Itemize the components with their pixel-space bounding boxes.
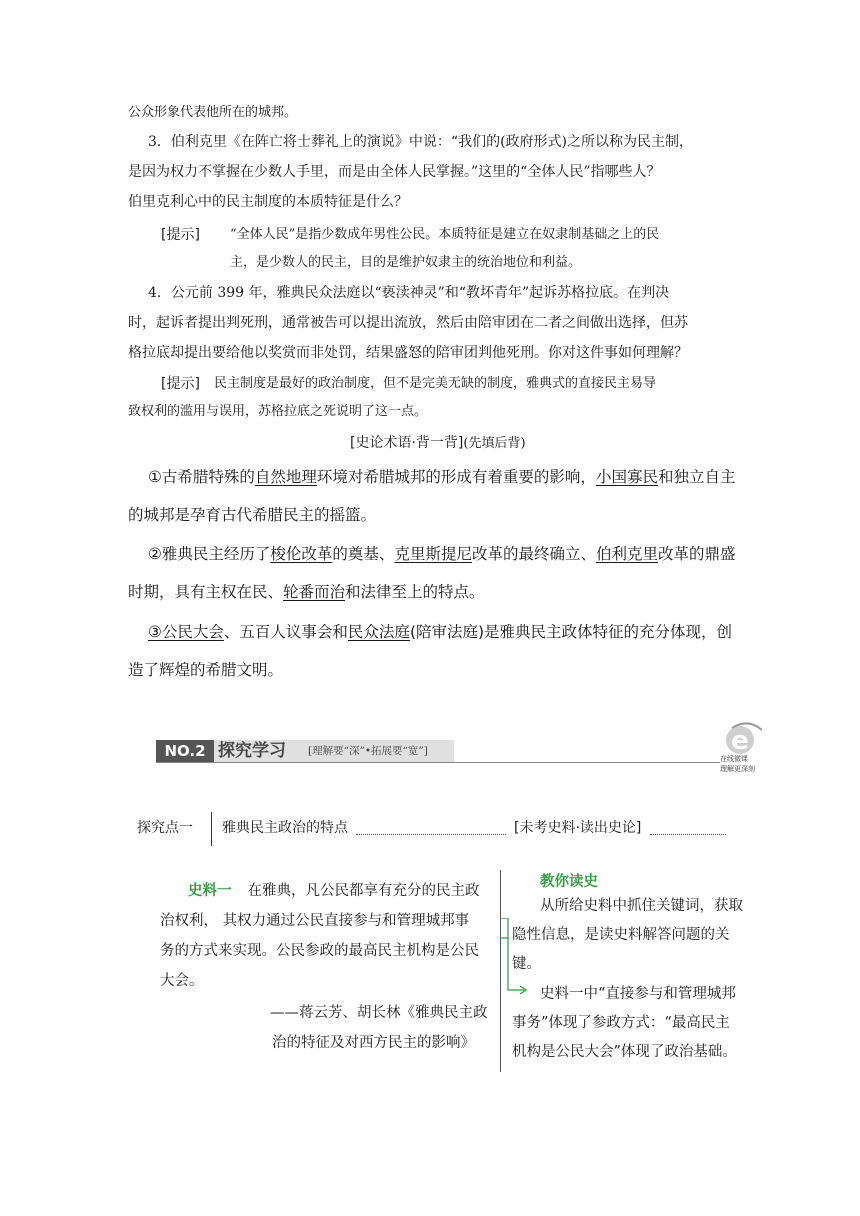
logo-caption-1: 在线微课 bbox=[720, 755, 748, 763]
question-4-hint-line-2: 致权利的滥用与误用，苏格拉底之死说明了这一点。 bbox=[128, 404, 428, 419]
question-3-hint-line-2: 主，是少数人的民主，目的是维护奴隶主的统治地位和利益。 bbox=[230, 255, 582, 270]
recite-text: 和独立自主 bbox=[657, 468, 736, 486]
source-citation-1: ——蒋云芳、胡长林《雅典民主政 bbox=[270, 1005, 488, 1021]
section-badge: NO.2 bbox=[156, 740, 214, 762]
question-3-hint-line-1: “全体人民”是指少数成年男性公民。本质特征是建立在奴隶制基础之上的民 bbox=[230, 227, 660, 242]
guide-p1-line-1: 从所给史料中抓住关键词，获取 bbox=[540, 898, 743, 914]
recite-text: 环境对希腊城邦的形成有着重要的影响， bbox=[316, 468, 596, 486]
explore-label: 探究点一 bbox=[137, 820, 193, 836]
question-3-line-3: 伯里克利心中的民主制度的本质特征是什么？ bbox=[128, 194, 408, 210]
source-1-line-2: 治权利， 其权力通过公民直接参与和管理城邦事 bbox=[160, 913, 470, 929]
recite-keyword: 自然地理 bbox=[254, 468, 317, 486]
explore-divider bbox=[211, 812, 212, 846]
recite-keyword: 民众法庭 bbox=[347, 623, 410, 641]
online-lesson-logo[interactable] bbox=[718, 720, 768, 776]
question-3-hint-tag: [提示] bbox=[161, 227, 200, 243]
recite-keyword: 梭伦改革 bbox=[270, 545, 333, 563]
intro-tail: 公众形象代表他所在的城邦。 bbox=[128, 105, 298, 120]
recite-text: ②雅典民主经历了 bbox=[148, 545, 271, 563]
explore-topic: 雅典民主政治的特点 bbox=[222, 820, 348, 836]
source-text: 在雅典，凡公民都享有充分的民主政 bbox=[247, 883, 480, 899]
recite-keyword: 伯利克里 bbox=[595, 545, 658, 563]
explore-topic-leader bbox=[356, 822, 506, 835]
recite-keyword: ③公民大会 bbox=[148, 623, 224, 641]
recite-text: (陪审法庭)是雅典民主政体特征的充分体现，创 bbox=[409, 623, 733, 641]
recite-text: ①古希腊特殊的 bbox=[148, 468, 255, 486]
recite-text: 、五百人议事会和 bbox=[223, 623, 348, 641]
question-3-line-2: 是因为权力不掌握在少数人手里，而是由全体人民掌握。”这里的“全体人民”指哪些人？ bbox=[128, 164, 661, 180]
recite-item-2-line-2 bbox=[128, 582, 485, 602]
source-citation-2: 治的特征及对西方民主的影响》 bbox=[272, 1035, 475, 1051]
question-4-line-3: 格拉底却提出要给他以奖赏而非处罚，结果盛怒的陪审团判他死刑。你对这件事如何理解？ bbox=[128, 345, 688, 361]
guide-p2-line-3: 机构是公民大会”体现了政治基础。 bbox=[512, 1044, 737, 1060]
recite-text: 的奠基、 bbox=[332, 545, 395, 563]
svg-text:e: e bbox=[731, 726, 749, 756]
explore-source-leader bbox=[650, 822, 726, 835]
recite-item-3-line-2: 造了辉煌的希腊文明。 bbox=[128, 661, 284, 679]
recite-item-2-line-1 bbox=[148, 544, 736, 564]
guide-p1-line-3: 键。 bbox=[512, 956, 541, 972]
e-logo-icon bbox=[718, 720, 768, 756]
recite-text: 时期，具有主权在民、 bbox=[128, 583, 284, 601]
recite-item-3-line-1 bbox=[148, 622, 732, 642]
source-tag: 史料一 bbox=[188, 883, 232, 899]
source-1-line-1 bbox=[188, 881, 480, 901]
recite-keyword: 小国寡民 bbox=[595, 468, 658, 486]
guide-p2-line-1: 史料一中“直接参与和管理城邦 bbox=[540, 986, 736, 1002]
recite-item-1-line-2: 的城邦是孕育古代希腊民主的摇篮。 bbox=[128, 506, 377, 524]
source-1-line-4: 大会。 bbox=[160, 973, 204, 989]
guide-p1-line-2: 隐性信息，是读史料解答问题的关 bbox=[512, 927, 730, 943]
recite-heading-note: (先填后背) bbox=[463, 436, 526, 451]
question-4-line-1: 4．公元前 399 年，雅典民众法庭以“亵渎神灵”和“教坏青年”起诉苏格拉底。在判决 bbox=[148, 285, 670, 301]
recite-item-1-line-1 bbox=[148, 467, 735, 487]
question-4-line-2: 时，起诉者提出判死刑，通常被告可以提出流放，然后由陪审团在二者之间做出选择，但苏 bbox=[128, 315, 688, 331]
section-rule bbox=[156, 762, 720, 763]
question-4-hint-tag: [提示] bbox=[161, 376, 200, 392]
explore-source-tag: [未考史料·读出史论] bbox=[514, 820, 642, 836]
section-banner bbox=[156, 740, 454, 762]
recite-text: 改革的鼎盛 bbox=[657, 545, 736, 563]
section-title: 探究学习 bbox=[218, 741, 286, 761]
question-4-hint-line-1: 民主制度是最好的政治制度，但不是完美无缺的制度，雅典式的直接民主易导 bbox=[214, 376, 657, 391]
logo-caption-2: 理解更深刻 bbox=[720, 765, 755, 773]
guide-p2-line-2: 事务”体现了参政方式：“最高民主 bbox=[512, 1015, 730, 1031]
question-3-line-1: 3．伯利克里《在阵亡将士葬礼上的演说》中说：“我们的(政府形式)之所以称为民主制， bbox=[148, 134, 693, 150]
recite-heading-title: [史论术语·背一背] bbox=[350, 435, 464, 451]
recite-heading bbox=[350, 433, 526, 454]
recite-text: 和法律至上的特点。 bbox=[345, 583, 485, 601]
recite-keyword: 轮番而治 bbox=[283, 583, 346, 601]
section-subtitle: [理解要“深”•拓展要“宽”] bbox=[308, 745, 428, 757]
guide-title: 教你读史 bbox=[540, 874, 598, 890]
recite-keyword: 克里斯提尼 bbox=[394, 545, 472, 563]
source-1-line-3: 务的方式来实现。公民参政的最高民主机构是公民 bbox=[160, 943, 479, 959]
recite-text: 改革的最终确立、 bbox=[471, 545, 596, 563]
